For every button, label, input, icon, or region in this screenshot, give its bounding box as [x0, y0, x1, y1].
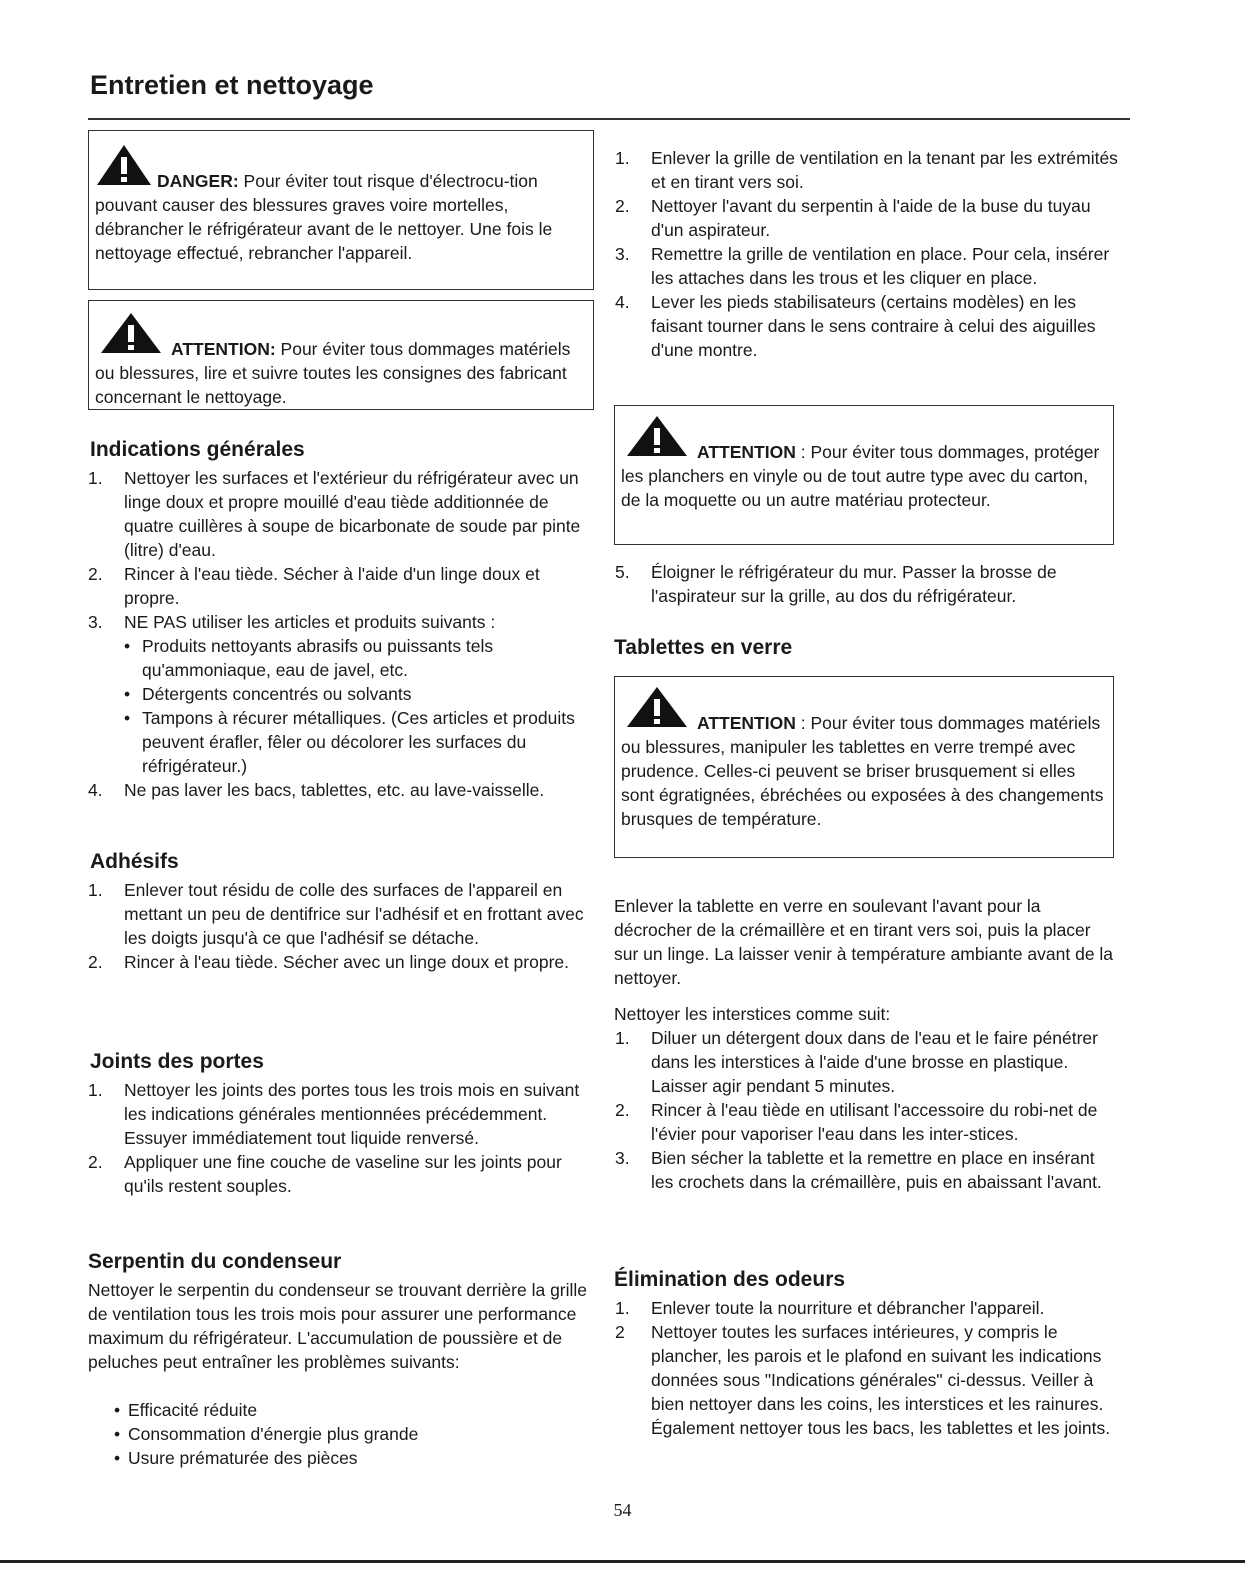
attention-keyword: ATTENTION:	[171, 339, 276, 359]
list-item: 1. Nettoyer les joints des portes tous les trois mois en suivant les indications générales mentionnées précédemment. Essuyer immédiatement tout liquide renversé.	[88, 1080, 580, 1148]
list-item: 1. Diluer un détergent doux dans de l'eau et le faire pénétrer dans les interstices à l'aide d'une brosse en plastique. Laisser agir pendant 5 minutes.	[615, 1028, 1098, 1096]
warning-triangle-icon	[621, 414, 693, 464]
danger-text: Pour éviter tout risque d'électrocu-tion pouvant causer des blessures graves voire mortelles, débrancher le réfrigérateur avant de le nettoyer. Une fois le nettoyage effectué, rebrancher l'appareil.	[95, 171, 553, 263]
section-heading-tablettes: Tablettes en verre	[614, 636, 793, 659]
sub-list-item: • Tampons à récurer métalliques. (Ces articles et produits peuvent érafler, fêler ou décolorer les surfaces du réfrigérateur.)	[124, 706, 588, 778]
section-heading-serpentin: Serpentin du condenseur	[88, 1250, 342, 1273]
section-heading-adhesifs: Adhésifs	[90, 850, 179, 873]
warning-triangle-icon	[95, 143, 153, 193]
list-item: 1. Enlever toute la nourriture et débrancher l'appareil.	[615, 1298, 1045, 1318]
list-item: 2. Rincer à l'eau tiède. Sécher à l'aide d'un linge doux et propre.	[88, 564, 540, 608]
list-item: 2. Rincer à l'eau tiède en utilisant l'accessoire du robi-net de l'évier pour vaporiser l'eau dans les inter-stices.	[615, 1100, 1098, 1144]
list-item: 4. Ne pas laver les bacs, tablettes, etc. au lave-vaisselle.	[88, 780, 545, 800]
danger-warning-box	[88, 130, 594, 290]
adhesifs-list	[88, 878, 588, 974]
list-item: 2. Rincer à l'eau tiède. Sécher avec un linge doux et propre.	[88, 952, 570, 972]
danger-keyword: DANGER:	[157, 171, 239, 191]
attention-text: : Pour éviter tous dommages matériels ou blessures, manipuler les tablettes en verre trempé avec prudence. Celles-ci peuvent se briser brusquement si elles sont égratignées, ébréchées ou exposées à des changements brusques de température.	[621, 713, 1104, 829]
odeurs-list	[615, 1296, 1120, 1440]
list-item: 3. NE PAS utiliser les articles et produits suivants : • Produits nettoyants abrasifs ou puissants tels qu'ammoniaque, eau de javel, etc. • Détergents concentrés ou solvants • Tampons à récurer métalliques. (Ces articles et produits peuvent érafler, fêler ou décolorer les surfaces du réfrigérateur.)	[88, 610, 588, 778]
serpentin-bullets	[100, 1398, 580, 1470]
section-heading-odeurs: Élimination des odeurs	[614, 1268, 846, 1291]
list-item: 5. Éloigner le réfrigérateur du mur. Passer la brosse de l'aspirateur sur la grille, au dos du réfrigérateur.	[615, 562, 1057, 606]
tablettes-steps	[615, 1026, 1120, 1194]
warning-triangle-icon	[95, 311, 167, 361]
list-item: 4. Lever les pieds stabilisateurs (certains modèles) en les faisant tourner dans le sens contraire à celui des aiguilles d'une montre.	[615, 292, 1096, 360]
list-item: • Efficacité réduite	[100, 1398, 580, 1422]
serpentin-steps	[615, 146, 1120, 362]
section-heading-general: Indications générales	[90, 438, 305, 461]
list-item: 2. Nettoyer l'avant du serpentin à l'aide de la buse du tuyau d'un aspirateur.	[615, 196, 1091, 240]
attention-warning-box	[88, 300, 594, 410]
list-item: 2 Nettoyer toutes les surfaces intérieures, y compris le plancher, les parois et le plafond en suivant les indications données sous "Indications générales" ci-dessus. Veiller à bien nettoyer dans les coins, les interstices et les rainures. Également nettoyer tous les bacs, les tablettes et les joints.	[615, 1322, 1111, 1438]
warning-triangle-icon	[621, 685, 693, 735]
attention-warning-box	[614, 676, 1114, 858]
serpentin-step5	[615, 560, 1120, 608]
tablettes-intro: Enlever la tablette en verre en soulevant l'avant pour la décrocher de la crémaillère et en tirant vers soi, puis la placer sur un linge. La laisser venir à température ambiante avant de la nettoyer.	[614, 896, 1114, 988]
list-item: 3. Remettre la grille de ventilation en place. Pour cela, insérer les attaches dans les trous et les cliquer en place.	[615, 244, 1110, 288]
sub-list-item: • Produits nettoyants abrasifs ou puissants tels qu'ammoniaque, eau de javel, etc.	[124, 634, 588, 682]
list-item: 1. Nettoyer les surfaces et l'extérieur du réfrigérateur avec un linge doux et propre mouillé d'eau tiède additionnée de quatre cuillères à soupe de bicarbonate de soude par pinte (litre) d'eau.	[88, 468, 581, 560]
section-heading-joints: Joints des portes	[90, 1050, 264, 1073]
page-number: 54	[613, 1500, 632, 1520]
page-title: Entretien et nettoyage	[90, 70, 374, 100]
list-item: 1. Enlever tout résidu de colle des surfaces de l'appareil en mettant un peu de dentifrice sur l'adhésif et en frottant avec les doigts jusqu'à ce que l'adhésif se détache.	[88, 880, 584, 948]
joints-list	[88, 1078, 588, 1198]
attention-text: : Pour éviter tous dommages, protéger les planchers en vinyle ou de tout autre type avec du carton, de la moquette ou un autre matériau protecteur.	[621, 442, 1100, 510]
serpentin-intro: Nettoyer le serpentin du condenseur se trouvant derrière la grille de ventilation tous les trois mois pour assurer une performance maximum du réfrigérateur. L'accumulation de poussière et de peluches peut entraîner les problèmes suivants:	[88, 1280, 588, 1372]
sub-list	[124, 634, 588, 778]
title-rule	[88, 118, 1130, 120]
list-item: 1. Enlever la grille de ventilation en la tenant par les extrémités et en tirant vers soi.	[615, 148, 1118, 192]
bottom-rule	[0, 1560, 1245, 1563]
attention-text: Pour éviter tous dommages matériels ou blessures, lire et suivre toutes les consignes des fabricant concernant le nettoyage.	[95, 339, 571, 407]
general-list	[88, 466, 588, 802]
list-item: 3. Bien sécher la tablette et la remettre en place en insérant les crochets dans la crémaillère, puis en abaissant l'avant.	[615, 1148, 1102, 1192]
list-item: • Usure prématurée des pièces	[100, 1446, 580, 1470]
list-item: • Consommation d'énergie plus grande	[100, 1422, 580, 1446]
attention-keyword: ATTENTION	[697, 713, 796, 733]
attention-keyword: ATTENTION	[697, 442, 796, 462]
tablettes-intro2: Nettoyer les interstices comme suit:	[614, 1004, 891, 1024]
list-item: 2. Appliquer une fine couche de vaseline sur les joints pour qu'ils restent souples.	[88, 1152, 562, 1196]
attention-warning-box	[614, 405, 1114, 545]
sub-list-item: • Détergents concentrés ou solvants	[124, 682, 588, 706]
